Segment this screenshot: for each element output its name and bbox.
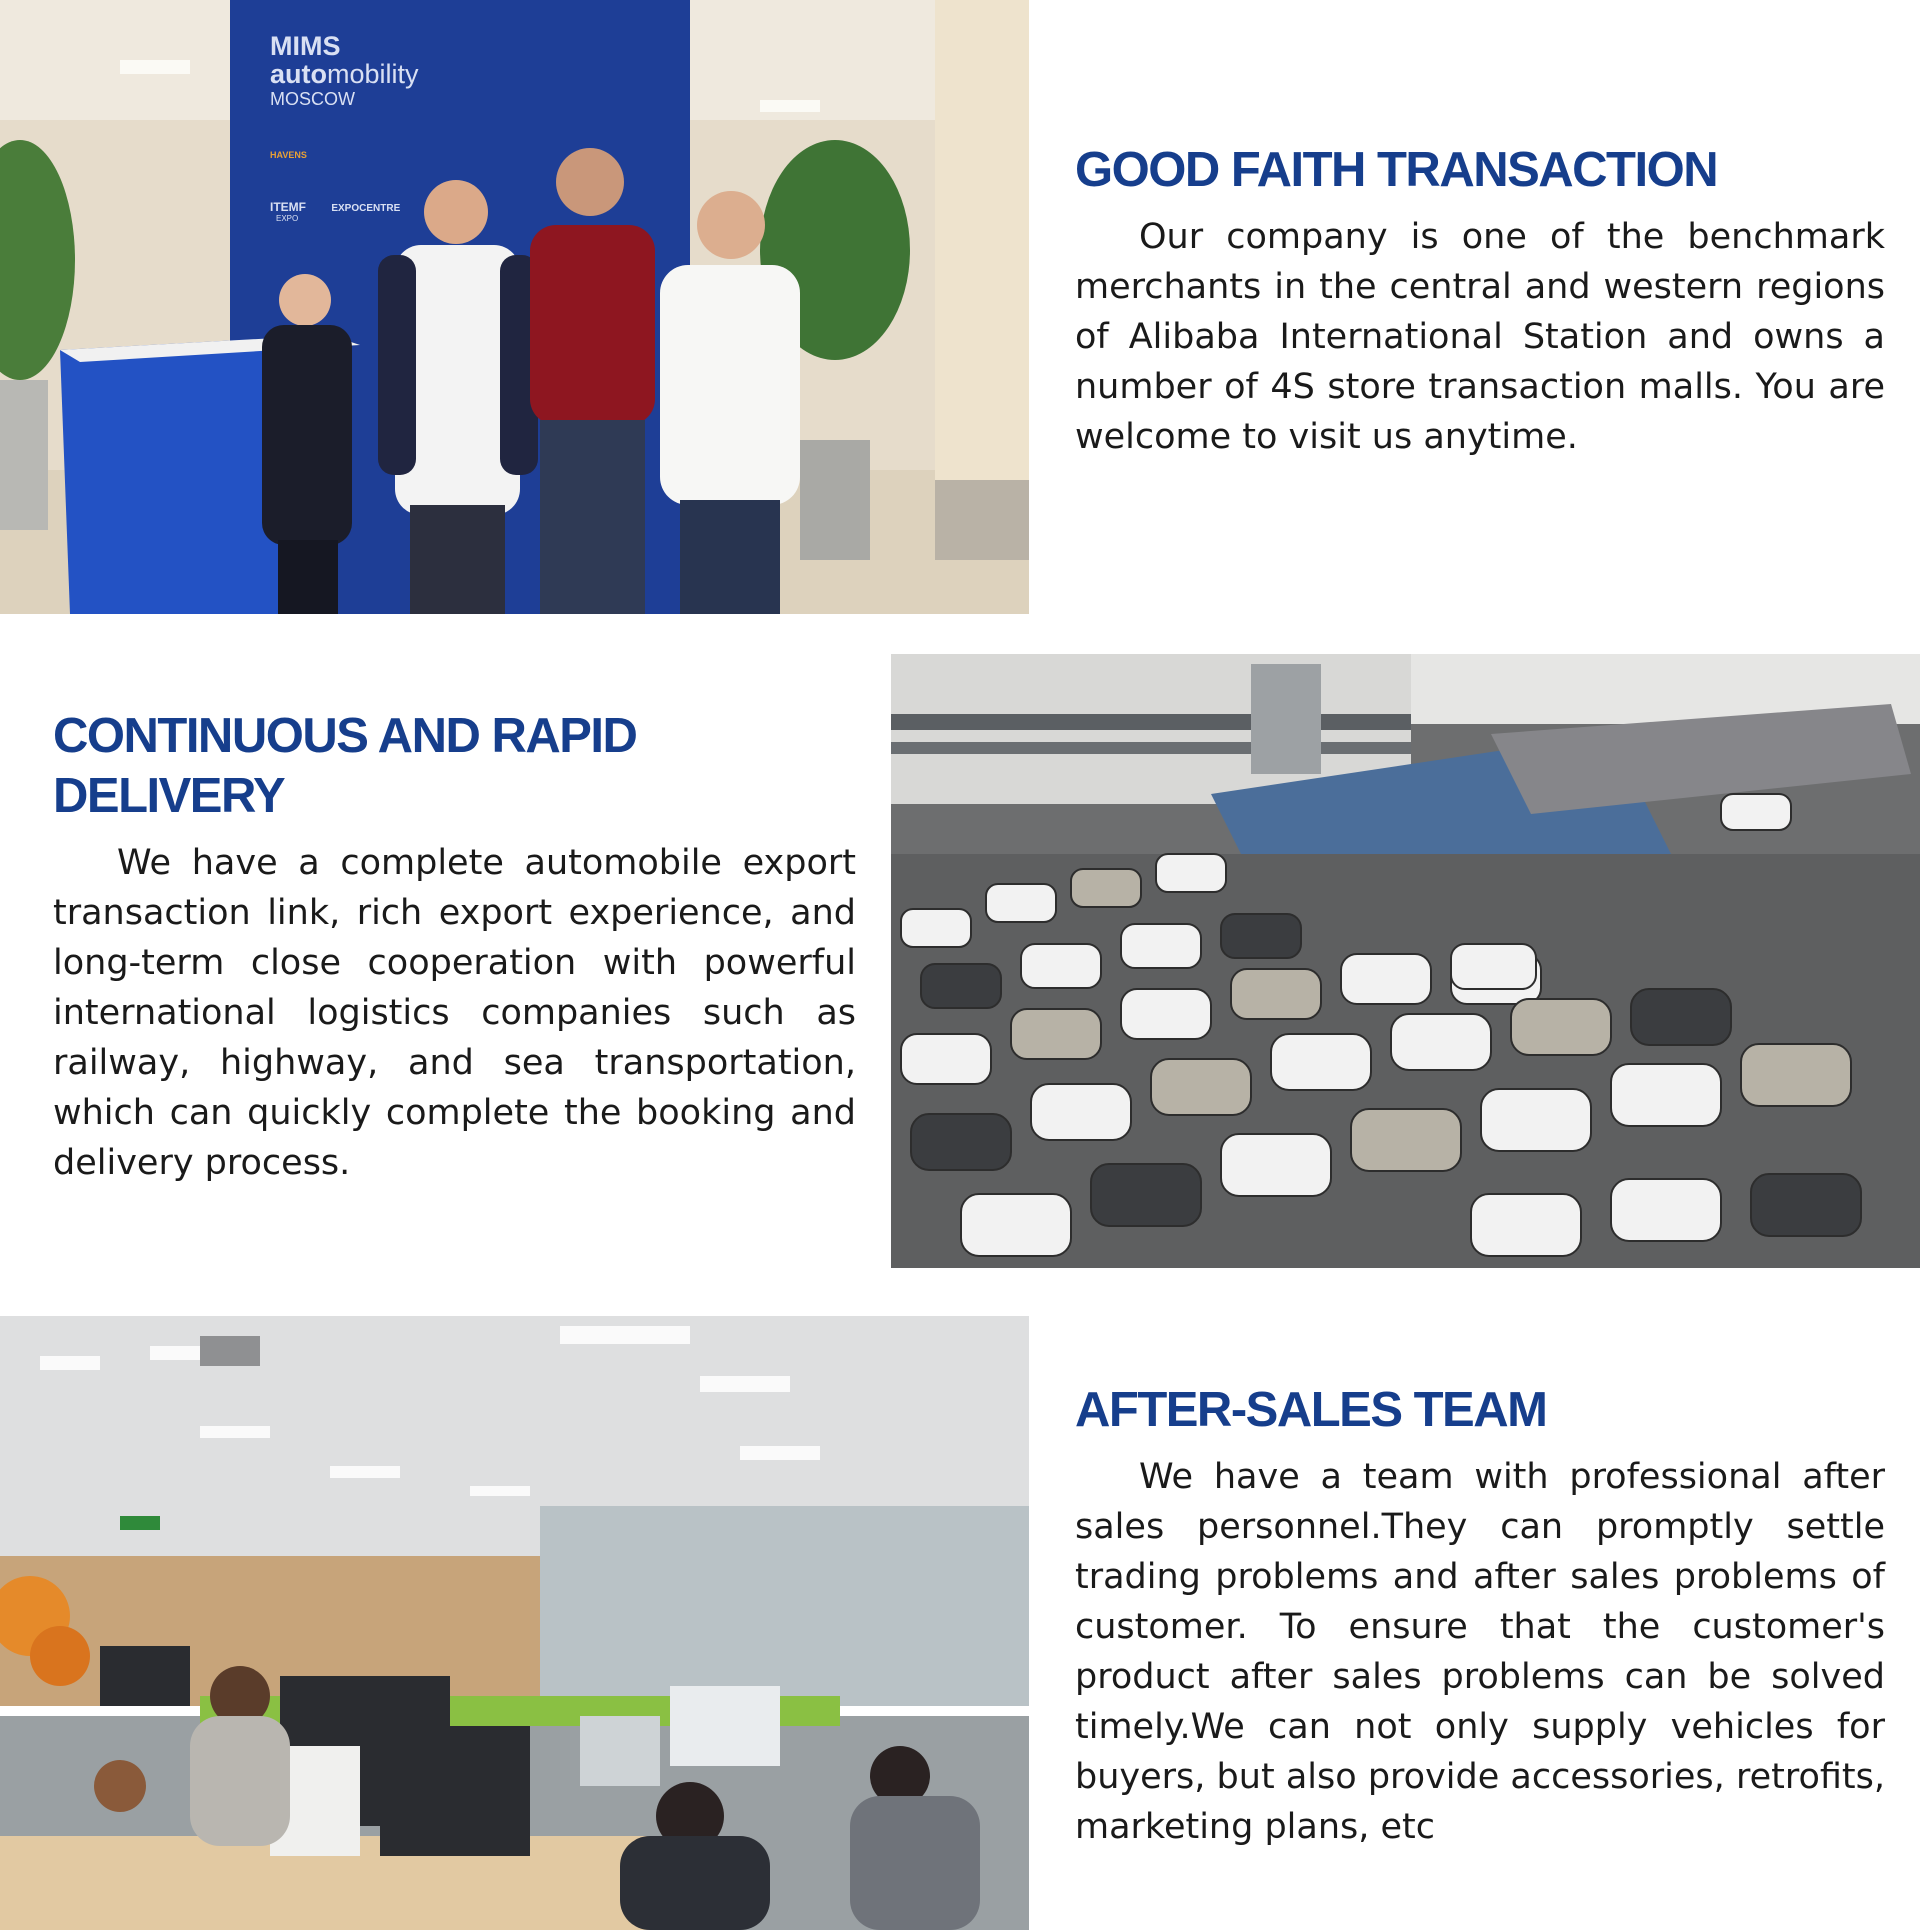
heading-after-sales: AFTER-SALES TEAM: [1075, 1383, 1547, 1437]
body-rapid-delivery: We have a complete automobile export transaction link, rich export experience, and long-term close cooperation with powerful international logistics companies such as railway, highway, and sea transportation, which can quickly complete the booking and delivery process.: [53, 843, 856, 1183]
booth-sign-line3: MOSCOW: [270, 89, 355, 109]
heading-good-faith: GOOD FAITH TRANSACTION: [1075, 143, 1718, 197]
section-rapid-delivery: [53, 706, 856, 1188]
heading-rapid-delivery: CONTINUOUS AND RAPID DELIVERY: [53, 709, 637, 823]
booth-sign-line2: [270, 60, 419, 88]
booth-sign: [270, 32, 419, 223]
organizer-logo-1-sub: EXPO: [276, 214, 299, 223]
body-good-faith: Our company is one of the benchmark merchants in the central and western regions of Alibaba International Station and owns a number of 4S store transaction malls. You are welcome to visit us anytime.: [1075, 217, 1885, 457]
car-parking-lot-photo: [891, 654, 1920, 1268]
section-after-sales: [1075, 1380, 1885, 1852]
office-team-photo: [0, 1316, 1029, 1930]
organizer-logos: [270, 200, 419, 214]
booth-sign-line2a: auto: [270, 59, 327, 89]
organizer-logo-2: EXPOCENTRE: [331, 203, 401, 214]
booth-sign-line2b: mobility: [327, 59, 419, 89]
body-after-sales: We have a team with professional after sales personnel.They can promptly settle trading problems and after sales problems of customer. To ensure that the customer's product after sales problems can be solved timely.We can not only supply vehicles for buyers, but also provide accessories, retrofits, marketing plans, etc: [1075, 1457, 1885, 1847]
booth-sign-line1: MIMS: [270, 31, 341, 61]
organizer-logo-1: ITEMF: [270, 200, 306, 214]
trade-show-team-photo: [0, 0, 1029, 614]
sponsor-logo: HAVENS: [270, 150, 307, 160]
section-good-faith: [1075, 140, 1885, 462]
